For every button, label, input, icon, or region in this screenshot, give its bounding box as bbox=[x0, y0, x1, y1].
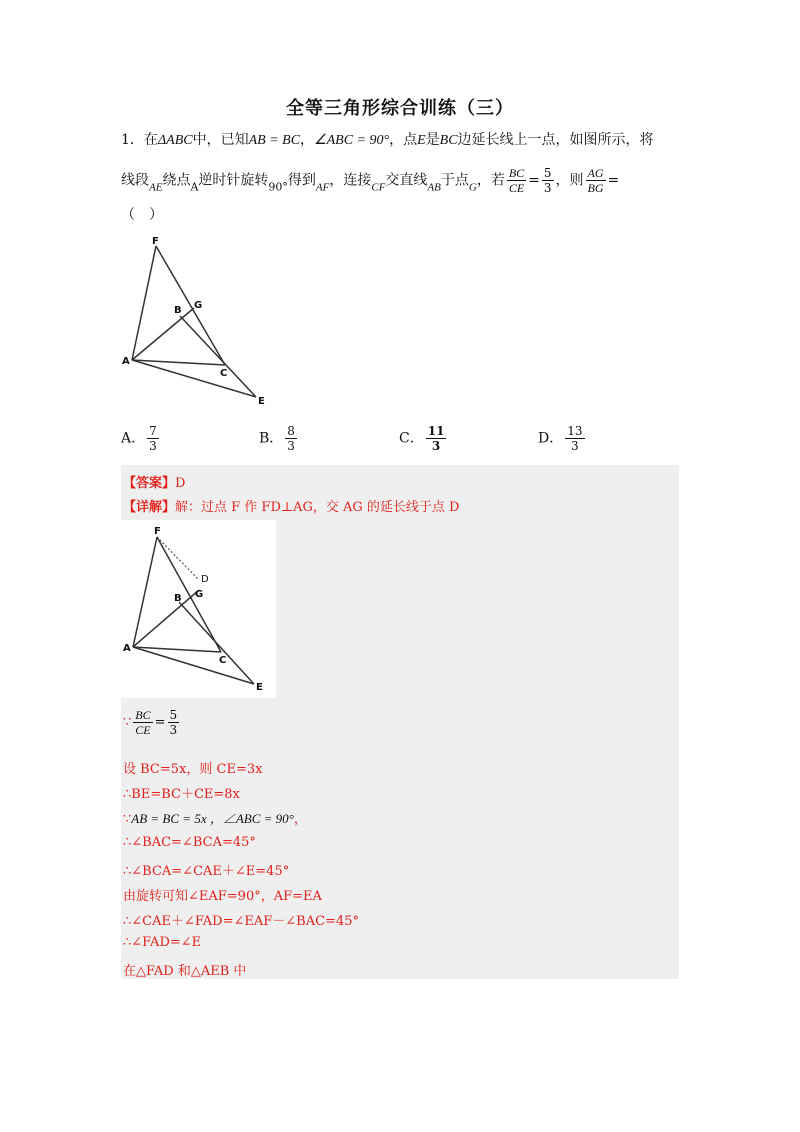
q2-text: ，则 bbox=[555, 172, 584, 189]
step-5: ∴∠BAC=∠BCA=45° bbox=[123, 835, 256, 850]
q2-eq: = bbox=[528, 172, 540, 189]
detail-text: 解：过点 F 作 FD⊥AG，交 AG 的延长线于点 D bbox=[175, 500, 460, 515]
choice-c[interactable] bbox=[399, 424, 448, 453]
q2-eq: = bbox=[607, 172, 620, 189]
frac-den: 3 bbox=[431, 439, 441, 453]
frac-den: 3 bbox=[571, 439, 579, 453]
step-3: ∴BE=BC＋CE=8x bbox=[123, 787, 240, 802]
frac-den: 3 bbox=[287, 439, 295, 453]
q2-text: ，若 bbox=[476, 172, 505, 189]
step-prefix: ∵ bbox=[123, 715, 132, 730]
choice-letter: A． bbox=[121, 430, 146, 447]
step-6: ∴∠BCA=∠CAE＋∠E=45° bbox=[123, 864, 290, 879]
step-eq: = bbox=[154, 715, 166, 730]
choice-letter: C． bbox=[399, 430, 424, 447]
q1-text: 是 bbox=[425, 132, 440, 148]
q2-text: ，连接 bbox=[329, 172, 372, 189]
seg-ae bbox=[132, 360, 256, 397]
q2-frac-ag-bg bbox=[586, 166, 606, 195]
q1-point-e: E bbox=[417, 133, 426, 148]
label-e: E bbox=[258, 396, 265, 407]
step-4 bbox=[123, 808, 307, 827]
step-2: 设 BC=5x，则 CE=3x bbox=[123, 762, 263, 777]
choice-d[interactable] bbox=[538, 424, 587, 453]
q1-text: 中，已知 bbox=[192, 132, 249, 148]
q2-text: 线段 bbox=[121, 172, 149, 189]
label-g: G bbox=[195, 589, 204, 600]
step-7: 由旋转可知∠EAF=90°，AF=EA bbox=[123, 889, 322, 904]
q2-seg-cf: CF bbox=[371, 181, 386, 194]
step-9: ∴∠FAD=∠E bbox=[123, 935, 202, 950]
q1-triangle: ΔABC bbox=[157, 133, 193, 148]
label-e: E bbox=[256, 682, 263, 693]
frac-num: AG bbox=[587, 166, 604, 180]
label-f: F bbox=[152, 236, 159, 247]
step-frac-5-3 bbox=[168, 708, 180, 737]
q1-text: ， bbox=[300, 132, 315, 148]
frac-den: 3 bbox=[543, 181, 552, 195]
page-title: 全等三角形综合训练（三） bbox=[286, 98, 514, 119]
q2-point-a: A bbox=[190, 180, 199, 194]
choice-frac bbox=[565, 424, 584, 453]
q2-seg-af: AF bbox=[315, 181, 330, 194]
label-c: C bbox=[220, 368, 228, 379]
answer-paren: （ ） bbox=[121, 207, 163, 223]
frac-den: CE bbox=[135, 723, 151, 737]
q2-text: 交直线 bbox=[385, 172, 428, 189]
step-8: ∴∠CAE＋∠FAD=∠EAF－∠BAC=45° bbox=[123, 914, 359, 929]
frac-den: 3 bbox=[149, 439, 157, 453]
q2-text: 逆时针旋转 bbox=[198, 172, 269, 189]
q2-angle: 90° bbox=[268, 180, 288, 194]
seg-fc bbox=[156, 246, 225, 365]
label-a: A bbox=[123, 643, 131, 654]
seg-be bbox=[180, 316, 256, 397]
step-suffix: ， bbox=[293, 812, 307, 827]
q1-eq2: ∠ABC = 90° bbox=[314, 133, 390, 148]
answer-value: D bbox=[175, 476, 186, 491]
label-f: F bbox=[154, 526, 161, 537]
q2-frac-5-3 bbox=[542, 166, 554, 195]
frac-den: CE bbox=[508, 181, 525, 195]
step-1 bbox=[123, 708, 181, 737]
q2-seg-ab: AB bbox=[427, 181, 441, 194]
frac-num: BC bbox=[135, 708, 151, 722]
seg-fc bbox=[157, 537, 221, 652]
frac-num: 5 bbox=[169, 708, 178, 722]
question-line-2 bbox=[121, 166, 619, 198]
seg-ae bbox=[133, 647, 254, 684]
label-b: B bbox=[174, 593, 182, 604]
step-frac-bc-ce bbox=[133, 708, 152, 737]
detail-label: 【详解】 bbox=[123, 500, 176, 515]
choice-frac bbox=[147, 424, 159, 453]
q1-text: 在 bbox=[143, 132, 158, 148]
frac-num: 13 bbox=[567, 424, 583, 438]
q2-frac-bc-ce bbox=[507, 166, 526, 195]
frac-num: 7 bbox=[149, 424, 157, 438]
q1-seg-bc: BC bbox=[439, 133, 458, 148]
seg-fa bbox=[133, 537, 157, 647]
choice-letter: B． bbox=[259, 430, 284, 447]
choice-a[interactable] bbox=[121, 424, 161, 453]
geometry-figure-2 bbox=[121, 522, 276, 697]
frac-num: 5 bbox=[543, 166, 552, 180]
step-math: AB = BC = 5x ，∠ABC = 90° bbox=[131, 811, 294, 826]
q2-text: 绕点 bbox=[162, 172, 191, 189]
choice-frac bbox=[285, 424, 297, 453]
q1-eq1: AB = BC bbox=[248, 133, 301, 148]
label-d: D bbox=[201, 574, 209, 585]
frac-den: BG bbox=[587, 181, 604, 195]
step-10: 在△FAD 和△AEB 中 bbox=[123, 964, 247, 979]
q2-text: 得到 bbox=[287, 172, 316, 189]
seg-be bbox=[179, 602, 254, 684]
choice-letter: D． bbox=[538, 430, 564, 447]
frac-den: 3 bbox=[169, 723, 178, 737]
q1-text: ，点 bbox=[389, 132, 418, 148]
q2-seg-ae: AE bbox=[149, 181, 163, 194]
label-g: G bbox=[194, 300, 203, 311]
choice-frac bbox=[426, 424, 447, 453]
question-line-1 bbox=[121, 130, 654, 151]
frac-num: 8 bbox=[287, 424, 295, 438]
step-prefix: ∵ bbox=[123, 812, 132, 827]
label-b: B bbox=[174, 305, 182, 316]
frac-num: BC bbox=[508, 166, 525, 180]
question-number: 1． bbox=[121, 132, 144, 148]
answer-label: 【答案】 bbox=[123, 476, 176, 491]
label-c: C bbox=[219, 655, 227, 666]
answer-line bbox=[123, 472, 185, 491]
q1-text: 边延长线上一点，如图所示，将 bbox=[457, 132, 654, 148]
frac-num: 11 bbox=[427, 424, 445, 438]
q2-point-g: G bbox=[468, 181, 477, 194]
choice-b[interactable] bbox=[259, 424, 299, 453]
q2-text: 于点 bbox=[440, 172, 469, 189]
geometry-figure-1 bbox=[118, 232, 278, 412]
detail-line bbox=[123, 496, 459, 515]
label-a: A bbox=[122, 356, 130, 367]
